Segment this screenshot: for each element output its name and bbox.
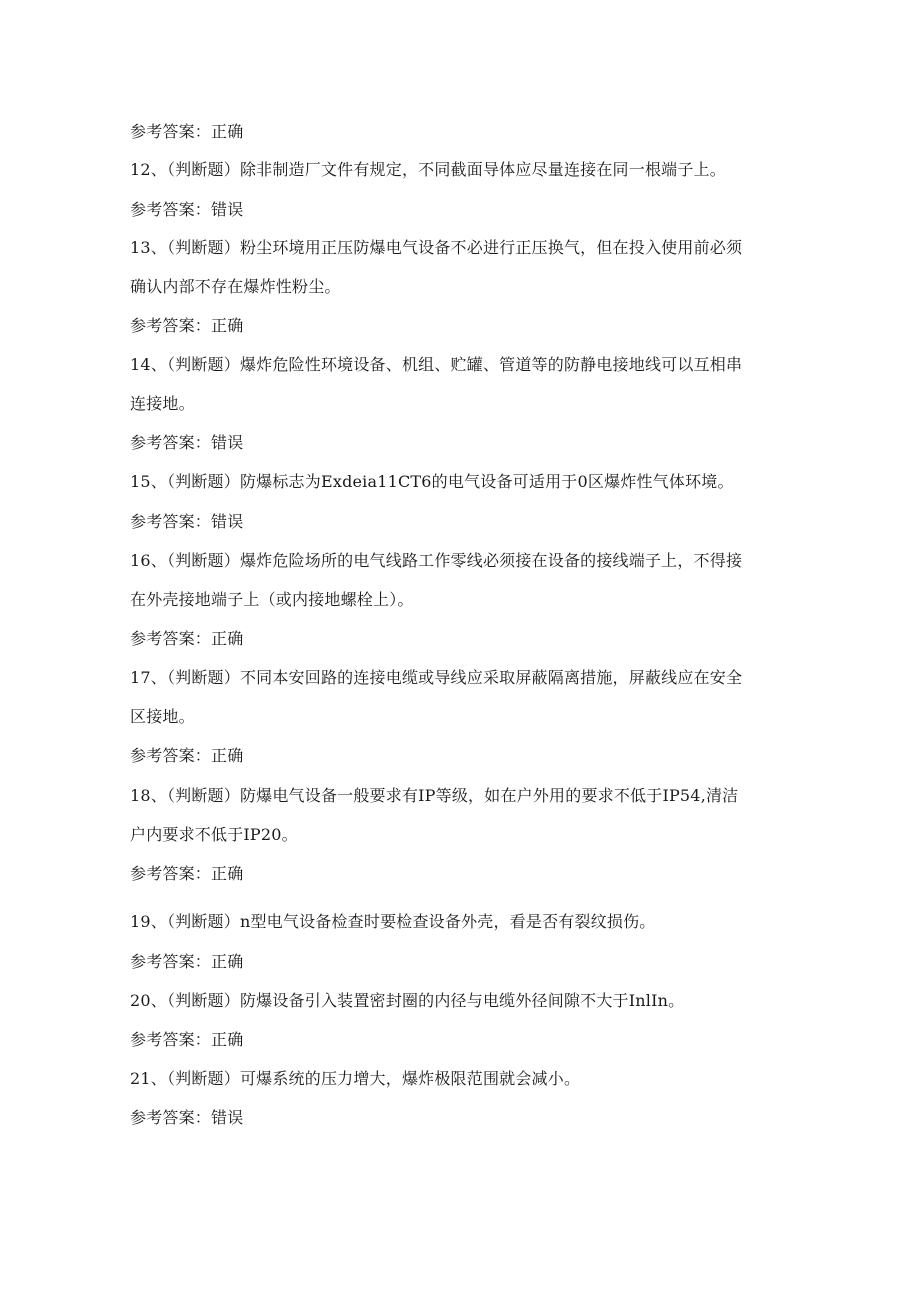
question-18-continued: 户内要求不低于IP20。	[130, 825, 298, 844]
answer-line: 参考答案：正确	[130, 122, 244, 141]
answer-line: 参考答案：错误	[130, 1108, 244, 1127]
answer-line: 参考答案：正确	[130, 629, 244, 648]
answer-line: 参考答案：正确	[130, 952, 244, 971]
answer-line: 参考答案：错误	[130, 433, 244, 452]
question-21: 21、（判断题）可爆系统的压力增大，爆炸极限范围就会减小。	[130, 1069, 581, 1088]
question-16: 16、（判断题）爆炸危险场所的电气线路工作零线必须接在设备的接线端子上，不得接	[130, 551, 743, 570]
question-15: 15、（判断题）防爆标志为Exdeia11CT6的电气设备可适用于0区爆炸性气体环境。	[130, 472, 734, 491]
question-17-continued: 区接地。	[130, 707, 195, 726]
question-14-continued: 连接地。	[130, 394, 195, 413]
question-16-continued: 在外壳接地端子上（或内接地螺栓上）。	[130, 590, 414, 609]
question-18: 18、（判断题）防爆电气设备一般要求有IP等级，如在户外用的要求不低于IP54,清洁	[130, 786, 739, 805]
question-20: 20、（判断题）防爆设备引入装置密封圈的内径与电缆外径间隙不大于InlIn。	[130, 991, 685, 1010]
question-17: 17、（判断题）不同本安回路的连接电缆或导线应采取屏蔽隔离措施，屏蔽线应在安全	[130, 668, 743, 687]
question-14: 14、（判断题）爆炸危险性环境设备、机组、贮罐、管道等的防静电接地线可以互相串	[130, 355, 743, 374]
question-19: 19、（判断题）n型电气设备检查时要检查设备外壳，看是否有裂纹损伤。	[130, 912, 656, 931]
answer-line: 参考答案：错误	[130, 200, 244, 219]
answer-line: 参考答案：正确	[130, 864, 244, 883]
answer-line: 参考答案：正确	[130, 746, 244, 765]
answer-line: 参考答案：正确	[130, 316, 244, 335]
answer-line: 参考答案：错误	[130, 512, 244, 531]
question-12: 12、（判断题）除非制造厂文件有规定，不同截面导体应尽量连接在同一根端子上。	[130, 160, 726, 179]
question-13-continued: 确认内部不存在爆炸性粉尘。	[130, 277, 341, 296]
answer-line: 参考答案：正确	[130, 1030, 244, 1049]
question-13: 13、（判断题）粉尘环境用正压防爆电气设备不必进行正压换气，但在投入使用前必须	[130, 238, 743, 257]
